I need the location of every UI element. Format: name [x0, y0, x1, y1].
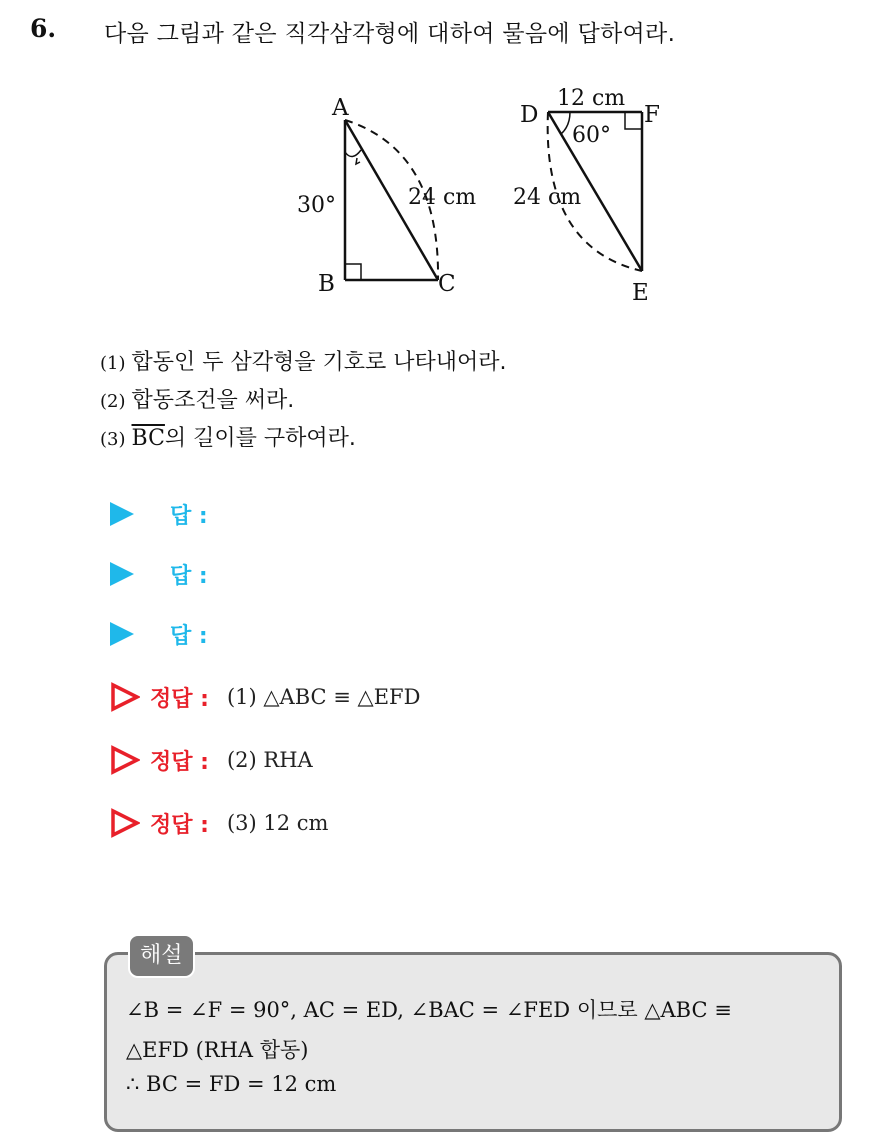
label-angle-60: 60° — [572, 123, 611, 148]
label-e: E — [632, 280, 649, 306]
explanation-line-1: ∠B = ∠F = 90°, AC = ED, ∠BAC = ∠FED 이므로 △ABC ≡ — [126, 998, 732, 1022]
label-angle-30: 30° — [297, 193, 336, 218]
solution-value-1: (1) △ABC ≡ △EFD — [226, 685, 421, 709]
subquestion-1: (1) 합동인 두 삼각형을 기호로 나타내어라. — [100, 350, 507, 375]
label-c: C — [438, 271, 456, 297]
solution-row-3: 정답 : (3) 12 cm — [110, 806, 328, 840]
solution-row-1: 정답 : (1) △ABC ≡ △EFD — [110, 680, 420, 714]
subquestion-3: (3) $\overline{BC}$의 길이를 구하여라. — [100, 426, 356, 451]
label-hyp-right: 24 cm — [513, 185, 582, 210]
triangle-figure — [280, 78, 680, 308]
label-hyp-left: 24 cm — [408, 185, 477, 210]
answer-row-1: 답 : — [110, 497, 208, 531]
label-top-12cm: 12 cm — [557, 86, 626, 111]
outline-arrow-icon — [110, 682, 140, 712]
explanation-line-3: ∴ BC = FD = 12 cm — [126, 1072, 337, 1096]
segment-bc: $\overline{BC}$ — [131, 426, 165, 451]
label-b: B — [318, 271, 335, 297]
solution-value-2: (2) RHA — [226, 748, 313, 772]
explanation-tag: 해설 — [128, 934, 195, 978]
label-a: A — [332, 95, 349, 121]
label-d: D — [520, 102, 539, 128]
subquestion-2: (2) 합동조건을 써라. — [100, 388, 295, 413]
answer-row-2: 답 : — [110, 557, 208, 591]
play-arrow-icon — [110, 622, 134, 646]
solution-row-2: 정답 : (2) RHA — [110, 743, 313, 777]
outline-arrow-icon — [110, 808, 140, 838]
question-number: 6. — [30, 14, 57, 43]
question-text: 다음 그림과 같은 직각삼각형에 대하여 물음에 답하여라. — [104, 21, 676, 47]
explanation-line-2: △EFD (RHA 합동) — [126, 1038, 309, 1062]
solution-value-3: (3) 12 cm — [226, 811, 329, 835]
play-arrow-icon — [110, 502, 134, 526]
label-f: F — [644, 102, 660, 128]
answer-row-3: 답 : — [110, 617, 208, 651]
play-arrow-icon — [110, 562, 134, 586]
outline-arrow-icon — [110, 745, 140, 775]
